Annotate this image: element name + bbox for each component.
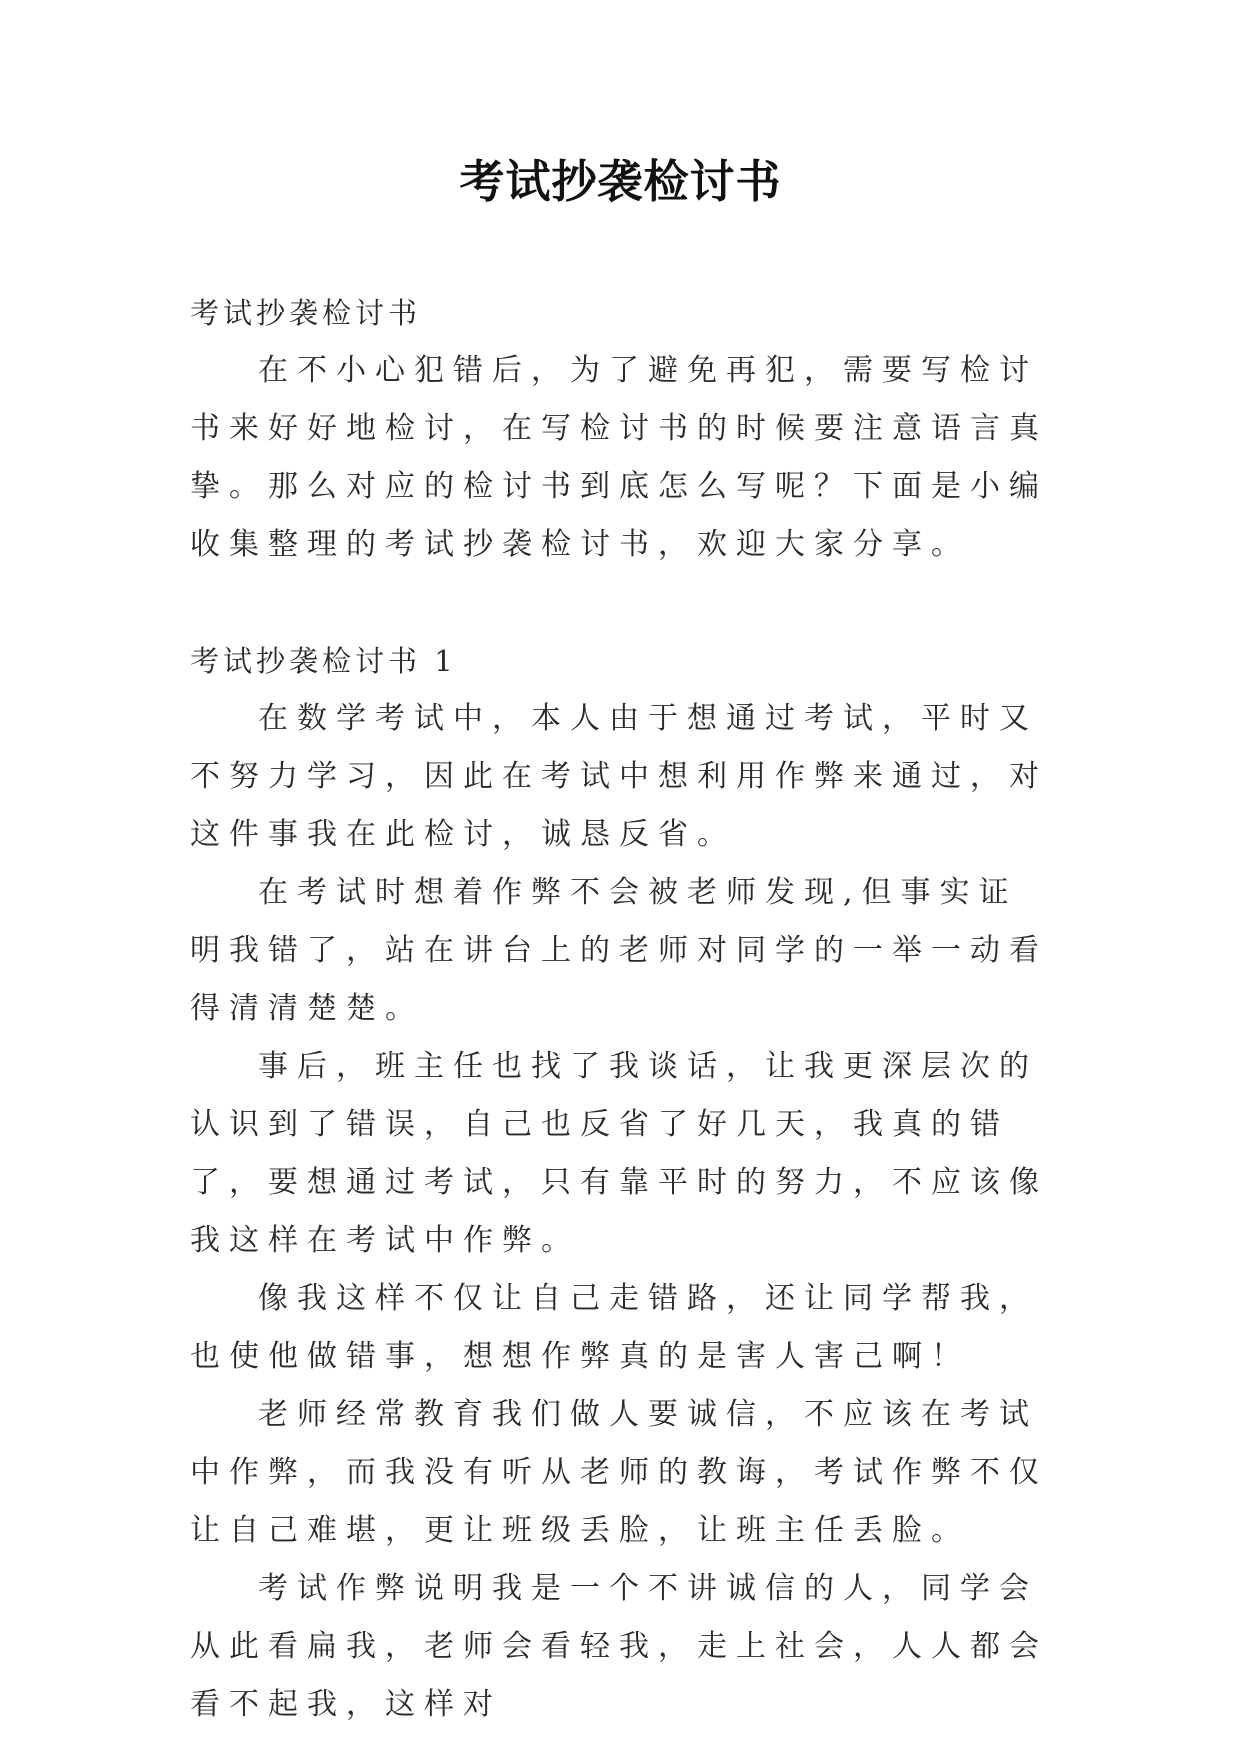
section-block: [190, 632, 1050, 1734]
body-paragraph: 考试作弊说明我是一个不讲诚信的人，同学会从此看扁我，老师会看轻我，走上社会，人人都会看不起我，这样对: [190, 1571, 1048, 1722]
intro-paragraph: 在不小心犯错后，为了避免再犯，需要写检讨书来好好地检讨，在写检讨书的时候要注意语言真挚。那么对应的检讨书到底怎么写呢？下面是小编收集整理的考试抄袭检讨书，欢迎大家分享。: [190, 353, 1048, 562]
body-paragraph: 老师经常教育我们做人要诚信，不应该在考试中作弊，而我没有听从老师的教诲，考试作弊不仅让自己难堪，更让班级丢脸，让班主任丢脸。: [190, 1397, 1048, 1548]
document-title: 考试抄袭检讨书: [459, 155, 782, 208]
intro-block: [190, 284, 1050, 574]
intro-heading: 考试抄袭检讨书: [190, 296, 422, 330]
body-paragraph: 事后，班主任也找了我谈话，让我更深层次的认识到了错误，自己也反省了好几天，我真的错了，要想通过考试，只有靠平时的努力，不应该像我这样在考试中作弊。: [190, 1049, 1048, 1258]
section-heading: 考试抄袭检讨书 1: [190, 644, 457, 678]
body-paragraph: 像我这样不仅让自己走错路，还让同学帮我，也使他做错事，想想作弊真的是害人害己啊！: [190, 1281, 1038, 1374]
body-paragraph: 在考试时想着作弊不会被老师发现,但事实证明我错了，站在讲台上的老师对同学的一举一动看得清清楚楚。: [190, 875, 1048, 1026]
body-paragraph: 在数学考试中，本人由于想通过考试，平时又不努力学习，因此在考试中想利用作弊来通过，对这件事我在此检讨，诚恳反省。: [190, 701, 1048, 852]
